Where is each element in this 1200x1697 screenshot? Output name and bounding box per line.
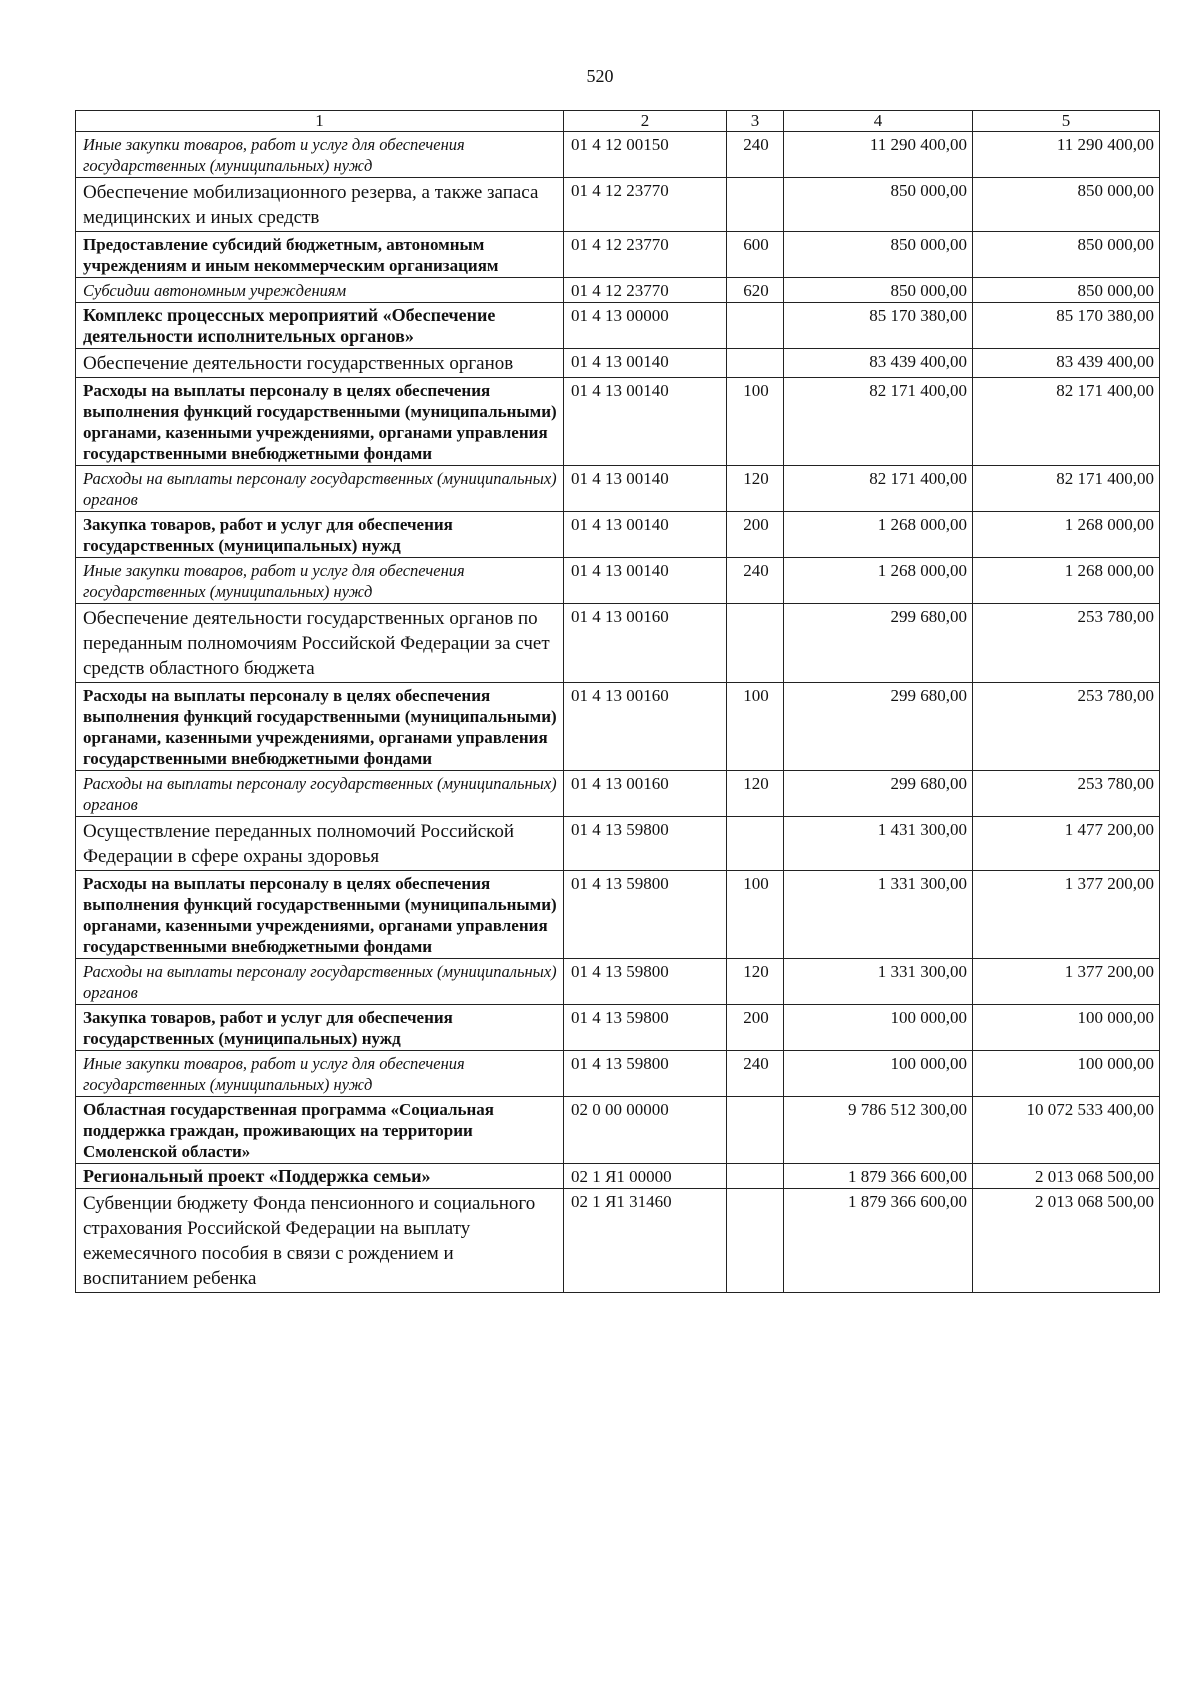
table-body [76, 132, 1160, 1293]
table-row [76, 771, 1160, 817]
row-amount-col4: 82 171 400,00 [784, 466, 973, 512]
row-expense-kind: 100 [727, 871, 784, 959]
header-col-1: 1 [76, 111, 564, 132]
table-row [76, 817, 1160, 871]
row-amount-col4: 82 171 400,00 [784, 378, 973, 466]
row-amount-col5: 2 013 068 500,00 [973, 1189, 1160, 1293]
row-name: Комплекс процессных мероприятий «Обеспечение деятельности исполнительных органов» [76, 303, 564, 349]
header-col-4: 4 [784, 111, 973, 132]
row-expense-kind: 240 [727, 132, 784, 178]
table-row [76, 1189, 1160, 1293]
row-code: 01 4 13 00140 [564, 378, 727, 466]
row-amount-col5: 253 780,00 [973, 604, 1160, 683]
row-amount-col4: 83 439 400,00 [784, 349, 973, 378]
row-expense-kind [727, 178, 784, 232]
row-amount-col4: 299 680,00 [784, 604, 973, 683]
table-row [76, 1097, 1160, 1164]
table-row [76, 604, 1160, 683]
row-expense-kind [727, 349, 784, 378]
row-expense-kind: 240 [727, 558, 784, 604]
row-name: Расходы на выплаты персоналу государственных (муниципальных) органов [76, 959, 564, 1005]
row-amount-col5: 850 000,00 [973, 232, 1160, 278]
row-name: Расходы на выплаты персоналу государственных (муниципальных) органов [76, 771, 564, 817]
row-amount-col5: 850 000,00 [973, 178, 1160, 232]
row-expense-kind [727, 1164, 784, 1189]
table-row [76, 512, 1160, 558]
header-row [76, 111, 1160, 132]
row-expense-kind: 120 [727, 466, 784, 512]
row-code: 02 1 Я1 31460 [564, 1189, 727, 1293]
row-code: 01 4 12 00150 [564, 132, 727, 178]
row-name: Иные закупки товаров, работ и услуг для обеспечения государственных (муниципальных) нужд [76, 1051, 564, 1097]
row-code: 01 4 13 00000 [564, 303, 727, 349]
row-expense-kind [727, 1097, 784, 1164]
row-amount-col5: 82 171 400,00 [973, 378, 1160, 466]
table-row [76, 1164, 1160, 1189]
row-name: Субсидии автономным учреждениям [76, 278, 564, 303]
row-expense-kind [727, 303, 784, 349]
row-name: Расходы на выплаты персоналу в целях обеспечения выполнения функций государственными (муниципальными) органами, казенными учреждениями, органами управления государственными внебюджетными фондами [76, 871, 564, 959]
table-row [76, 959, 1160, 1005]
row-code: 02 1 Я1 00000 [564, 1164, 727, 1189]
table-row [76, 466, 1160, 512]
row-name: Субвенции бюджету Фонда пенсионного и социального страхования Российской Федерации на выплату ежемесячного пособия в связи с рождением и воспитанием ребенка [76, 1189, 564, 1293]
row-amount-col5: 83 439 400,00 [973, 349, 1160, 378]
row-expense-kind: 600 [727, 232, 784, 278]
row-code: 01 4 13 00160 [564, 683, 727, 771]
row-expense-kind: 120 [727, 771, 784, 817]
row-amount-col4: 100 000,00 [784, 1051, 973, 1097]
table-row [76, 558, 1160, 604]
row-code: 01 4 13 00140 [564, 558, 727, 604]
row-expense-kind [727, 1189, 784, 1293]
row-name: Региональный проект «Поддержка семьи» [76, 1164, 564, 1189]
row-amount-col4: 1 268 000,00 [784, 558, 973, 604]
row-amount-col4: 1 268 000,00 [784, 512, 973, 558]
table-row [76, 303, 1160, 349]
row-name: Обеспечение деятельности государственных органов по переданным полномочиям Российской Федерации за счет средств областного бюджета [76, 604, 564, 683]
row-name: Закупка товаров, работ и услуг для обеспечения государственных (муниципальных) нужд [76, 512, 564, 558]
row-amount-col4: 850 000,00 [784, 278, 973, 303]
row-amount-col4: 1 331 300,00 [784, 871, 973, 959]
row-expense-kind [727, 817, 784, 871]
row-code: 01 4 13 00160 [564, 604, 727, 683]
row-code: 01 4 13 00160 [564, 771, 727, 817]
row-amount-col5: 1 268 000,00 [973, 558, 1160, 604]
budget-table [75, 110, 1160, 1293]
row-expense-kind: 100 [727, 683, 784, 771]
row-amount-col4: 1 879 366 600,00 [784, 1189, 973, 1293]
row-amount-col5: 2 013 068 500,00 [973, 1164, 1160, 1189]
row-amount-col4: 85 170 380,00 [784, 303, 973, 349]
row-code: 01 4 12 23770 [564, 232, 727, 278]
row-code: 01 4 13 00140 [564, 349, 727, 378]
row-amount-col5: 85 170 380,00 [973, 303, 1160, 349]
row-expense-kind [727, 604, 784, 683]
row-amount-col4: 9 786 512 300,00 [784, 1097, 973, 1164]
header-col-5: 5 [973, 111, 1160, 132]
row-amount-col4: 299 680,00 [784, 683, 973, 771]
row-amount-col4: 1 431 300,00 [784, 817, 973, 871]
table-row [76, 1005, 1160, 1051]
row-name: Иные закупки товаров, работ и услуг для обеспечения государственных (муниципальных) нужд [76, 558, 564, 604]
row-name: Иные закупки товаров, работ и услуг для обеспечения государственных (муниципальных) нужд [76, 132, 564, 178]
row-code: 01 4 13 00140 [564, 466, 727, 512]
row-code: 01 4 13 59800 [564, 959, 727, 1005]
header-col-2: 2 [564, 111, 727, 132]
row-amount-col5: 100 000,00 [973, 1051, 1160, 1097]
row-amount-col4: 100 000,00 [784, 1005, 973, 1051]
row-amount-col4: 11 290 400,00 [784, 132, 973, 178]
page-number: 520 [586, 66, 614, 86]
row-name: Областная государственная программа «Социальная поддержка граждан, проживающих на территории Смоленской области» [76, 1097, 564, 1164]
row-amount-col4: 299 680,00 [784, 771, 973, 817]
row-amount-col5: 1 268 000,00 [973, 512, 1160, 558]
row-code: 01 4 13 59800 [564, 871, 727, 959]
row-code: 01 4 12 23770 [564, 278, 727, 303]
row-code: 01 4 13 59800 [564, 817, 727, 871]
row-code: 01 4 13 00140 [564, 512, 727, 558]
row-name: Расходы на выплаты персоналу государственных (муниципальных) органов [76, 466, 564, 512]
row-amount-col5: 1 377 200,00 [973, 959, 1160, 1005]
table-row [76, 132, 1160, 178]
table-row [76, 871, 1160, 959]
row-amount-col4: 850 000,00 [784, 178, 973, 232]
row-name: Обеспечение деятельности государственных органов [76, 349, 564, 378]
row-code: 01 4 13 59800 [564, 1051, 727, 1097]
row-name: Осуществление переданных полномочий Российской Федерации в сфере охраны здоровья [76, 817, 564, 871]
table-row [76, 378, 1160, 466]
row-amount-col5: 10 072 533 400,00 [973, 1097, 1160, 1164]
row-expense-kind: 620 [727, 278, 784, 303]
table-row [76, 1051, 1160, 1097]
row-expense-kind: 200 [727, 512, 784, 558]
row-amount-col5: 253 780,00 [973, 771, 1160, 817]
row-name: Закупка товаров, работ и услуг для обеспечения государственных (муниципальных) нужд [76, 1005, 564, 1051]
header-col-3: 3 [727, 111, 784, 132]
row-code: 01 4 13 59800 [564, 1005, 727, 1051]
table-row [76, 683, 1160, 771]
row-expense-kind: 100 [727, 378, 784, 466]
table-row [76, 232, 1160, 278]
row-name: Предоставление субсидий бюджетным, автономным учреждениям и иным некоммерческим организациям [76, 232, 564, 278]
row-name: Обеспечение мобилизационного резерва, а также запаса медицинских и иных средств [76, 178, 564, 232]
table-row [76, 278, 1160, 303]
row-amount-col4: 1 331 300,00 [784, 959, 973, 1005]
table-row [76, 178, 1160, 232]
row-name: Расходы на выплаты персоналу в целях обеспечения выполнения функций государственными (муниципальными) органами, казенными учреждениями, органами управления государственными внебюджетными фондами [76, 378, 564, 466]
row-expense-kind: 200 [727, 1005, 784, 1051]
row-amount-col5: 100 000,00 [973, 1005, 1160, 1051]
row-amount-col5: 1 377 200,00 [973, 871, 1160, 959]
row-expense-kind: 120 [727, 959, 784, 1005]
row-amount-col5: 1 477 200,00 [973, 817, 1160, 871]
row-name: Расходы на выплаты персоналу в целях обеспечения выполнения функций государственными (муниципальными) органами, казенными учреждениями, органами управления государственными внебюджетными фондами [76, 683, 564, 771]
row-amount-col5: 11 290 400,00 [973, 132, 1160, 178]
row-amount-col4: 850 000,00 [784, 232, 973, 278]
row-code: 02 0 00 00000 [564, 1097, 727, 1164]
row-amount-col4: 1 879 366 600,00 [784, 1164, 973, 1189]
row-amount-col5: 850 000,00 [973, 278, 1160, 303]
row-amount-col5: 253 780,00 [973, 683, 1160, 771]
table-row [76, 349, 1160, 378]
row-code: 01 4 12 23770 [564, 178, 727, 232]
row-amount-col5: 82 171 400,00 [973, 466, 1160, 512]
row-expense-kind: 240 [727, 1051, 784, 1097]
